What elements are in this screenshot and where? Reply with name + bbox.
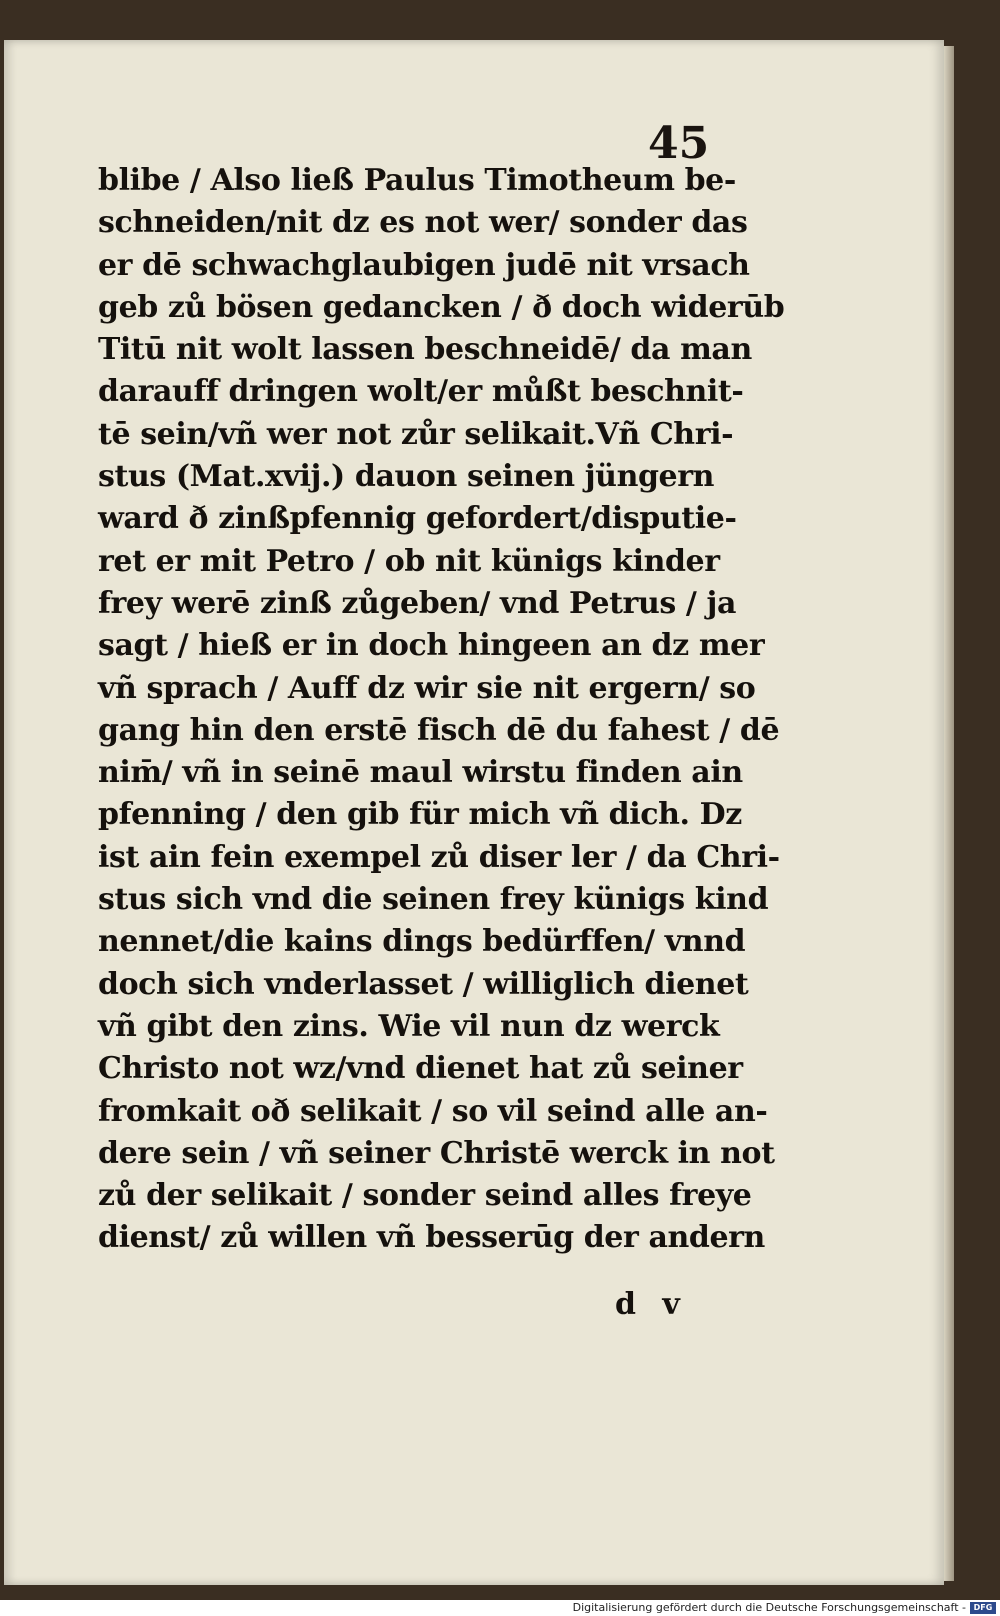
text-line: stus (Mat.xvij.) dauon seinen jüngern: [98, 459, 715, 495]
page-edge: [944, 46, 954, 1581]
footer-credit: Digitalisierung gefördert durch die Deutsche Forschungsgemeinschaft -: [572, 1601, 966, 1614]
text-line: stus sich vnd die seinen frey künigs kind: [98, 882, 769, 918]
text-line: tē sein/vñ wer not zůr selikait.Vñ Chri-: [98, 416, 734, 452]
text-block: [98, 160, 785, 1260]
text-line: nennet/die kains dings bedürffen/ vnnd: [98, 924, 746, 960]
text-line: Titū nit wolt lassen beschneidē/ da man: [98, 332, 752, 368]
text-line: geb zů bösen gedancken / ð doch widerūb: [98, 289, 785, 325]
text-line: dienst/ zů willen vñ besserūg der andern: [98, 1220, 765, 1256]
text-line: schneiden/nit dz es not wer/ sonder das: [98, 205, 748, 241]
page-number: 45: [648, 118, 710, 169]
text-line: vñ sprach / Auff dz wir sie nit ergern/ so: [98, 670, 756, 706]
text-line: ist ain fein exempel zů diser ler / da Chri-: [98, 839, 780, 875]
text-line: ward ð zinßpfennig gefordert/disputie-: [98, 501, 737, 537]
text-line: ret er mit Petro / ob nit künigs kinder: [98, 543, 720, 579]
text-line: sagt / hieß er in doch hingeen an dz mer: [98, 628, 765, 664]
text-line: er dē schwachglaubigen judē nit vrsach: [98, 247, 750, 283]
text-line: vñ gibt den zins. Wie vil nun dz werck: [98, 1008, 720, 1044]
text-line: zů der selikait / sonder seind alles freye: [98, 1178, 752, 1214]
text-line: doch sich vnderlasset / williglich dienet: [98, 966, 749, 1002]
text-line: pfenning / den gib für mich vñ dich. Dz: [98, 797, 742, 833]
text-line: nim̄/ vñ in seinē maul wirstu finden ain: [98, 755, 743, 791]
text-line: dere sein / vñ seiner Christē werck in not: [98, 1135, 775, 1171]
text-line: Christo not wz/vnd dienet hat zů seiner: [98, 1051, 743, 1087]
text-line: gang hin den erstē fisch dē du fahest / dē: [98, 712, 780, 748]
signature-mark: d v: [615, 1287, 688, 1322]
text-line: blibe / Also ließ Paulus Timotheum be-: [98, 163, 736, 198]
footer-bar: [0, 1600, 1000, 1616]
text-line: frey werē zinß zůgeben/ vnd Petrus / ja: [98, 585, 736, 621]
dfg-logo[interactable]: DFG: [970, 1602, 996, 1614]
text-line: fromkait oð selikait / so vil seind alle an-: [98, 1093, 768, 1129]
text-line: darauff dringen wolt/er můßt beschnit-: [98, 374, 744, 410]
